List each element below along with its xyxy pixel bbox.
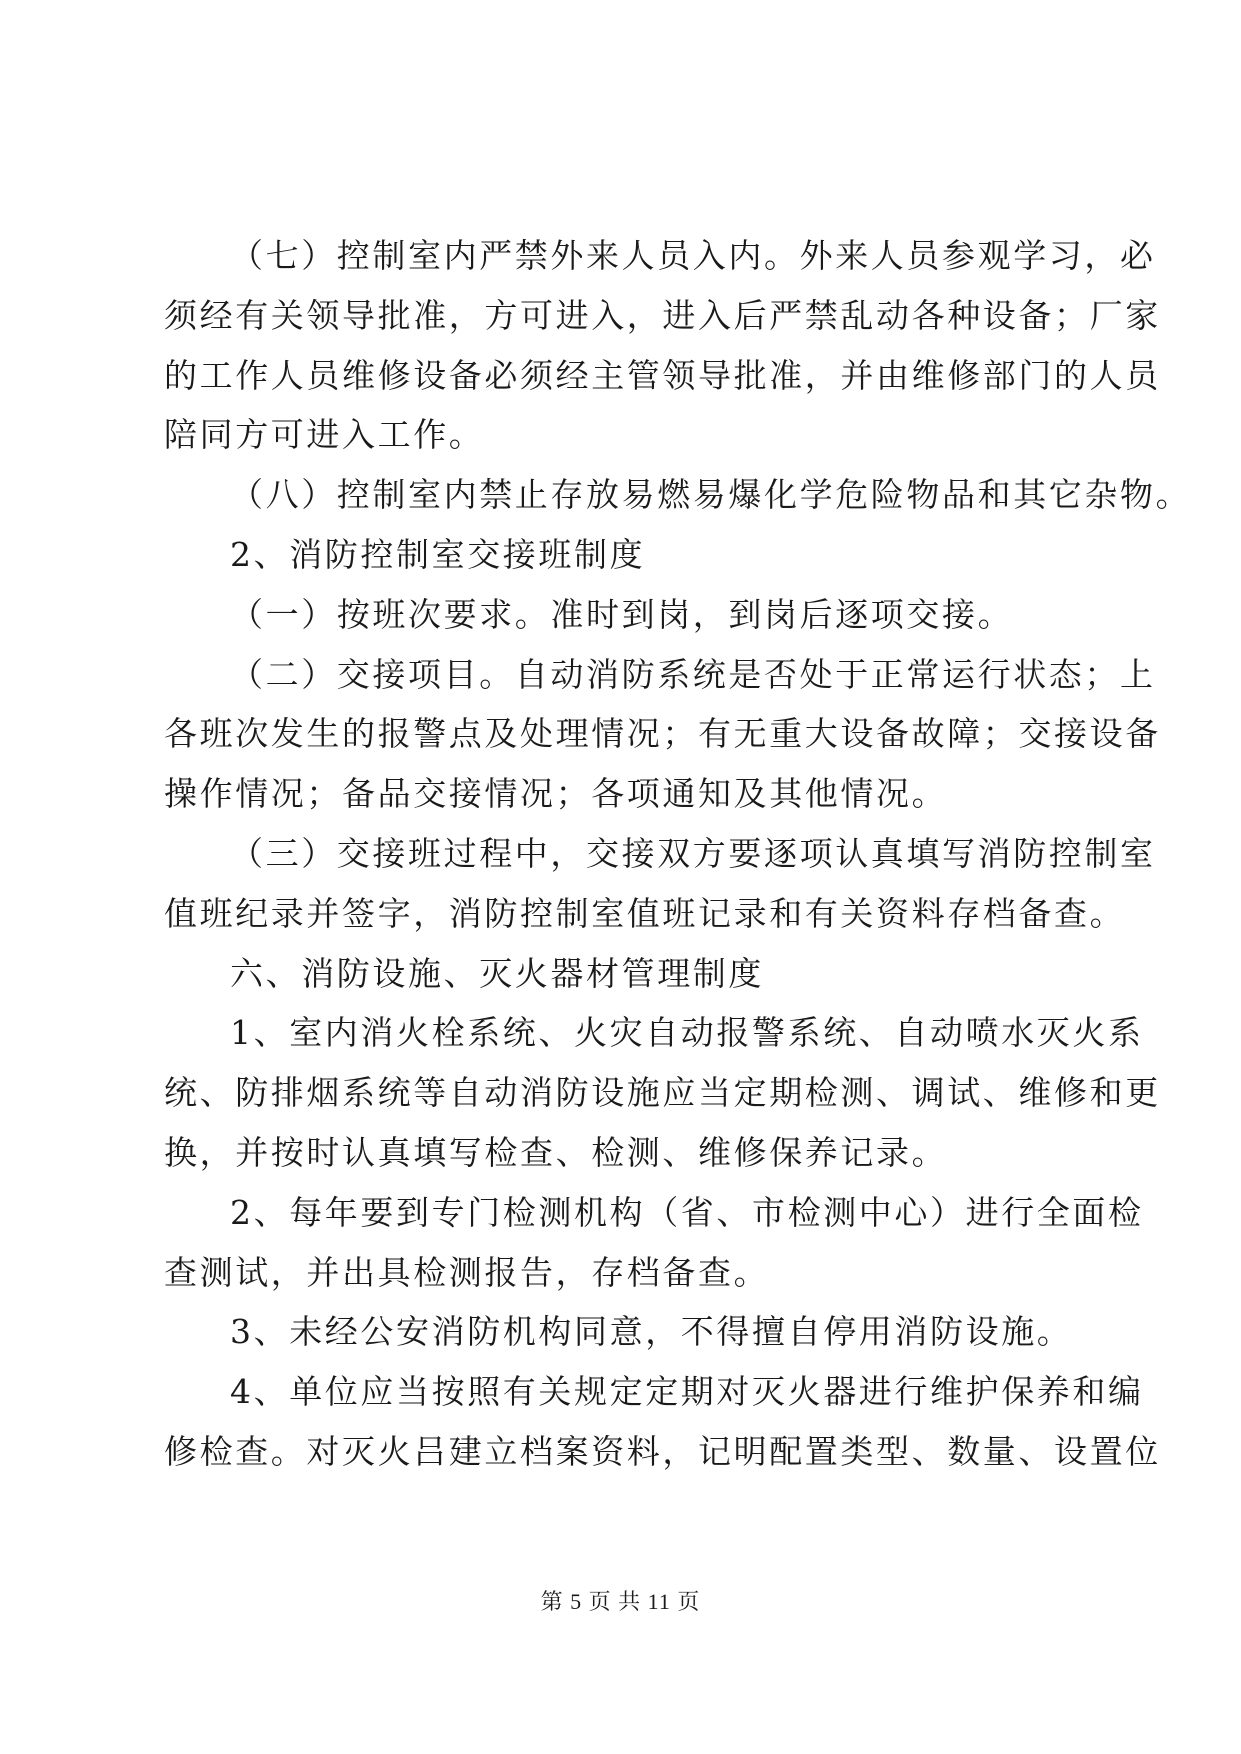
- document-body: [164, 226, 1192, 1482]
- text-line: 2、每年要到专门检测机构（省、市检测中心）进行全面检: [230, 1192, 1144, 1232]
- text-line: （二）交接项目。自动消防系统是否处于正常运行状态；上: [230, 654, 1156, 694]
- text-line: 修检查。对灭火吕建立档案资料，记明配置类型、数量、设置位: [164, 1431, 1161, 1471]
- text-line: （三）交接班过程中，交接双方要逐项认真填写消防控制室: [230, 833, 1156, 873]
- text-line: 值班纪录并签字，消防控制室值班记录和有关资料存档备查。: [164, 893, 1126, 933]
- text-line: 4、单位应当按照有关规定定期对灭火器进行维护保养和编: [230, 1372, 1144, 1412]
- text-line: 换，并按时认真填写检查、检测、维修保养记录。: [164, 1132, 948, 1172]
- text-line: （七）控制室内严禁外来人员入内。外来人员参观学习，必: [230, 236, 1156, 275]
- text-line: 各班次发生的报警点及处理情况；有无重大设备故障；交接设备: [164, 714, 1161, 754]
- text-line: 六、消防设施、灭火器材管理制度: [230, 953, 764, 993]
- text-line: 统、防排烟系统等自动消防设施应当定期检测、调试、维修和更: [164, 1073, 1161, 1113]
- text-line: 1、室内消火栓系统、火灾自动报警系统、自动喷水灭火系: [230, 1013, 1144, 1053]
- text-line: 须经有关领导批准，方可进入，进入后严禁乱动各种设备；厂家: [164, 295, 1161, 335]
- text-line: 陪同方可进入工作。: [164, 415, 485, 455]
- page-footer: 第 5 页 共 11 页: [540, 1589, 701, 1614]
- text-line: 3、未经公安消防机构同意，不得擅自停用消防设施。: [230, 1312, 1073, 1352]
- text-line: 查测试，并出具检测报告，存档备查。: [164, 1252, 770, 1292]
- text-line: （一）按班次要求。准时到岗，到岗后逐项交接。: [230, 594, 1014, 634]
- text-line: （八）控制室内禁止存放易燃易爆化学危险物品和其它杂物。: [230, 475, 1192, 515]
- text-line: 的工作人员维修设备必须经主管领导批准，并由维修部门的人员: [164, 355, 1161, 395]
- text-line: 2、消防控制室交接班制度: [230, 534, 646, 574]
- text-line: 操作情况；备品交接情况；各项通知及其他情况。: [164, 774, 948, 814]
